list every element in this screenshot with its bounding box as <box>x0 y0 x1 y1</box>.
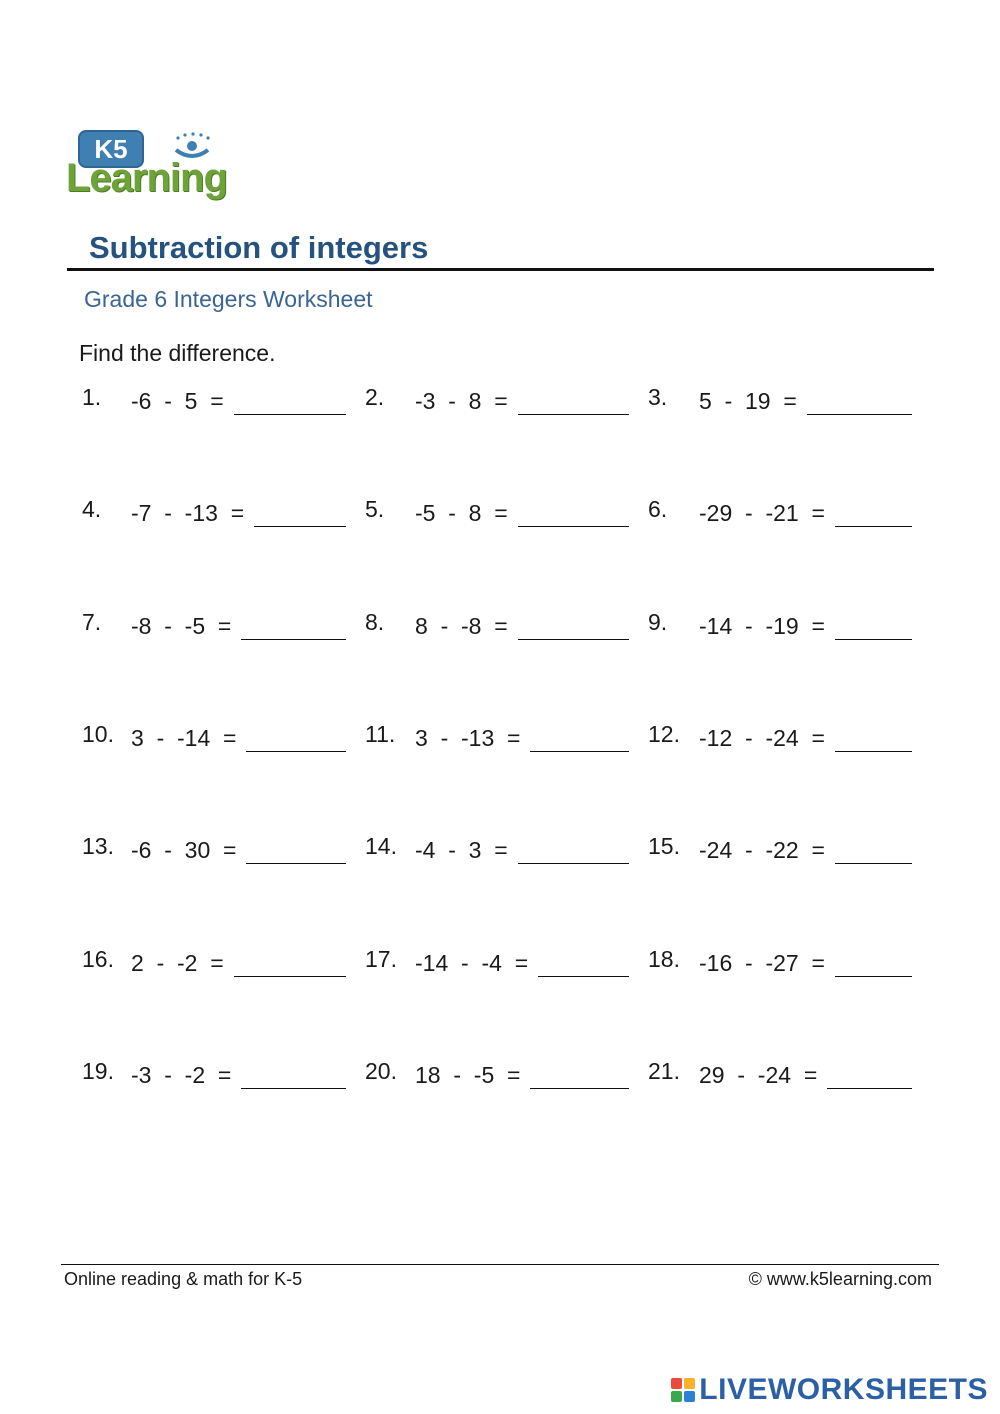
problem-item <box>82 833 362 867</box>
problem-number: 15. <box>648 833 680 860</box>
problem-number: 8. <box>365 608 385 635</box>
problem-number: 1. <box>82 384 102 410</box>
logo-wordmark: Learning <box>66 156 227 200</box>
problem-item <box>82 496 362 530</box>
problem-expression: 29 - -24 = <box>699 1061 818 1088</box>
problem-number: 16. <box>82 945 114 972</box>
liveworksheets-watermark <box>671 1372 988 1408</box>
answer-blank[interactable] <box>835 639 912 640</box>
problem-number: 11. <box>365 720 396 747</box>
problem-item <box>365 945 645 980</box>
answer-blank[interactable] <box>246 751 346 752</box>
answer-blank[interactable] <box>835 976 912 977</box>
problem-expression: -29 - -21 = <box>699 500 825 527</box>
problem-item <box>365 384 645 418</box>
answer-blank[interactable] <box>835 526 912 527</box>
k5-learning-logo <box>66 126 246 206</box>
problem-item <box>365 720 645 755</box>
answer-blank[interactable] <box>530 751 629 752</box>
problem-number: 5. <box>365 496 385 523</box>
problem-number: 6. <box>648 496 668 523</box>
problem-expression: -4 - 3 = <box>415 837 508 864</box>
problem-item <box>648 1057 928 1092</box>
problem-number: 19. <box>82 1057 114 1084</box>
problem-item <box>648 833 928 867</box>
instruction-text: Find the difference. <box>79 340 276 366</box>
page-subtitle: Grade 6 Integers Worksheet <box>84 286 373 312</box>
problem-item <box>648 384 928 418</box>
problem-number: 17. <box>365 945 397 972</box>
answer-blank[interactable] <box>518 526 629 527</box>
problem-number: 2. <box>365 384 385 410</box>
problem-expression: 3 - -13 = <box>415 724 521 751</box>
footer-tagline: Online reading & math for K-5 <box>64 1269 303 1289</box>
answer-blank[interactable] <box>518 863 629 864</box>
problem-number: 14. <box>365 833 397 860</box>
page-title: Subtraction of integers <box>89 230 429 265</box>
answer-blank[interactable] <box>518 414 629 415</box>
answer-blank[interactable] <box>234 414 346 415</box>
problem-number: 3. <box>648 384 668 410</box>
problem-expression: -6 - 5 = <box>131 388 224 414</box>
problem-number: 20. <box>365 1057 397 1084</box>
problem-item <box>648 720 928 755</box>
problem-expression: -14 - -19 = <box>699 612 825 639</box>
problem-item <box>82 384 362 418</box>
answer-blank[interactable] <box>807 414 912 415</box>
problem-item <box>648 945 928 980</box>
answer-blank[interactable] <box>827 1088 912 1089</box>
problem-number: 9. <box>648 608 668 635</box>
problem-expression: -14 - -4 = <box>415 949 529 976</box>
answer-blank[interactable] <box>835 751 912 752</box>
watermark-text: LIVEWORKSHEETS <box>699 1373 988 1406</box>
logo-badge: K5 <box>78 130 144 168</box>
answer-blank[interactable] <box>246 863 346 864</box>
problem-number: 7. <box>82 608 102 635</box>
footer-website: © www.k5learning.com <box>748 1269 932 1289</box>
liveworksheets-icon <box>671 1378 695 1402</box>
problem-number: 4. <box>82 496 102 523</box>
answer-blank[interactable] <box>538 976 629 977</box>
footer-divider <box>61 1264 939 1265</box>
problem-expression: -8 - -5 = <box>131 612 232 639</box>
problem-expression: -3 - 8 = <box>415 388 508 414</box>
problem-expression: -6 - 30 = <box>131 837 237 864</box>
answer-blank[interactable] <box>241 639 346 640</box>
answer-blank[interactable] <box>530 1088 629 1089</box>
problem-expression: -16 - -27 = <box>699 949 825 976</box>
problem-expression: -3 - -2 = <box>131 1061 232 1088</box>
problem-expression: 3 - -14 = <box>131 724 237 751</box>
title-divider <box>67 268 934 271</box>
problem-number: 13. <box>82 833 114 860</box>
problem-item <box>82 1057 362 1092</box>
problem-expression: 8 - -8 = <box>415 612 508 639</box>
star-figure-icon <box>170 132 216 172</box>
answer-blank[interactable] <box>518 639 629 640</box>
answer-blank[interactable] <box>234 976 346 977</box>
answer-blank[interactable] <box>835 863 912 864</box>
answer-blank[interactable] <box>254 526 346 527</box>
problem-item <box>648 496 928 530</box>
problem-item <box>648 608 928 643</box>
problem-number: 12. <box>648 720 680 747</box>
problem-expression: -5 - 8 = <box>415 500 508 527</box>
problem-item <box>365 496 645 530</box>
problem-expression: 18 - -5 = <box>415 1061 521 1088</box>
problem-item <box>365 608 645 643</box>
problem-expression: 5 - 19 = <box>699 388 797 414</box>
problem-item <box>82 945 362 980</box>
problem-item <box>365 1057 645 1092</box>
problem-number: 10. <box>82 720 114 747</box>
problem-item <box>365 833 645 867</box>
problem-expression: 2 - -2 = <box>131 949 224 976</box>
answer-blank[interactable] <box>241 1088 346 1089</box>
problem-expression: -7 - -13 = <box>131 500 245 527</box>
problem-item <box>82 608 362 643</box>
problem-number: 21. <box>648 1057 680 1084</box>
problem-number: 18. <box>648 945 680 972</box>
problem-item <box>82 720 362 755</box>
problem-expression: -24 - -22 = <box>699 837 825 864</box>
problem-expression: -12 - -24 = <box>699 724 825 751</box>
